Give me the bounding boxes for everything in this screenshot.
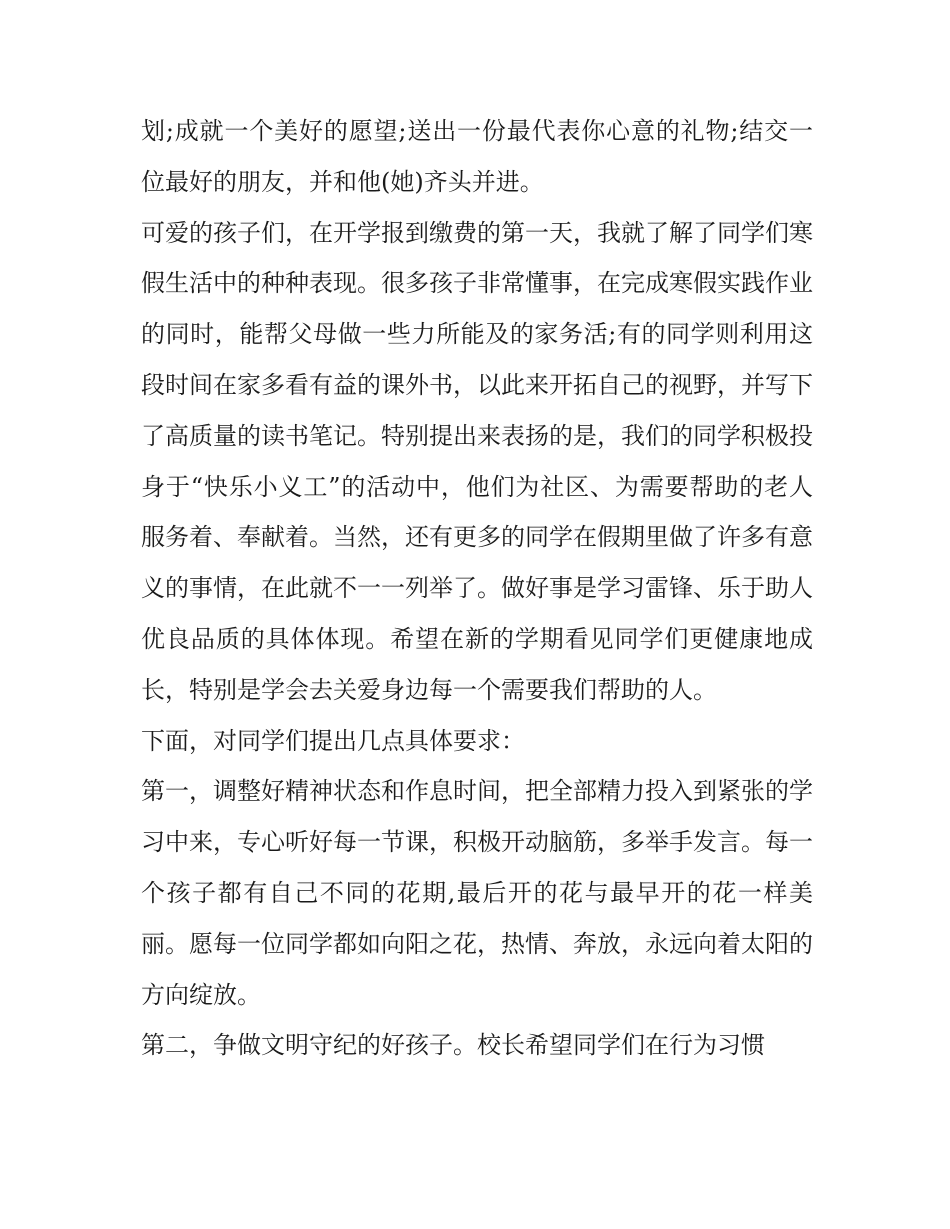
paragraph-requirements-intro: 下面，对同学们提出几点具体要求： bbox=[141, 726, 525, 755]
paragraph-winter-break: 可爱的孩子们，在开学报到缴费的第一天，我就了解了同学们寒假生活中的种种表现。很多孩子非常懂事，在完成寒假实践作业的同时，能帮父母做一些力所能及的家务活;有的同学则利用这段时间在家多看有益的课外书，以此来开拓自己的视野，并写下了高质量的读书笔记。特别提出来表扬的是，我们的同学积极投身于“快乐小义工”的活动中，他们为社区、为需要帮助的老人服务着、奉献着。当然，还有更多的同学在假期里做了许多有意义的事情，在此就不一一列举了。做好事是学习雷锋、乐于助人优良品质的具体体现。希望在新的学期看见同学们更健康地成长，特别是学会去关爱身边每一个需要我们帮助的人。 bbox=[141, 218, 813, 704]
document-body bbox=[141, 106, 813, 1071]
paragraph-requirement-second: 第二，争做文明守纪的好孩子。校长希望同学们在行为习惯 bbox=[141, 1031, 765, 1060]
paragraph-continuation: 划;成就一个美好的愿望;送出一份最代表你心意的礼物;结交一位最好的朋友，并和他(她)齐头并进。 bbox=[141, 117, 813, 196]
paragraph-requirement-first: 第一，调整好精神状态和作息时间，把全部精力投入到紧张的学习中来，专心听好每一节课，积极开动脑筋，多举手发言。每一个孩子都有自己不同的花期,最后开的花与最早开的花一样美丽。愿每一位同学都如向阳之花，热情、奔放，永远向着太阳的方向绽放。 bbox=[141, 777, 813, 1009]
